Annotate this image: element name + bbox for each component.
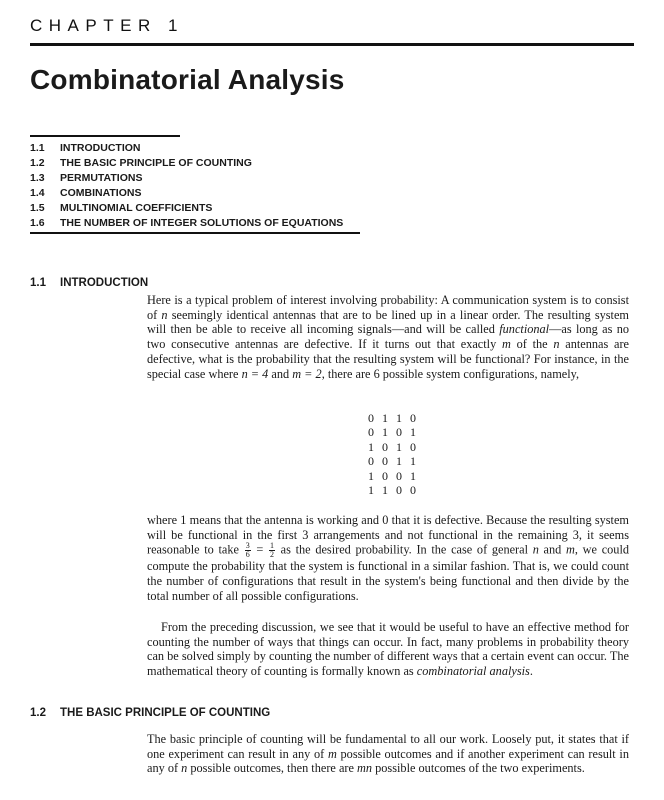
configuration-row: 0 1 1 0 [368, 411, 419, 425]
table-of-contents [30, 141, 343, 231]
configuration-list [368, 411, 419, 497]
toc-item-integer-solutions[interactable] [30, 216, 343, 231]
toc-item-number: 1.1 [30, 142, 45, 154]
fraction-three-sixths: $\frac{3}{6}$ [245, 541, 250, 560]
toc-item-introduction[interactable] [30, 141, 343, 156]
functional-term: functional [499, 322, 550, 337]
chapter-label: CHAPTER 1 [30, 16, 184, 35]
toc-item-title: THE NUMBER OF INTEGER SOLUTIONS OF EQUATIONS [60, 217, 344, 229]
fraction-one-half: $\frac{1}{2}$ [270, 541, 274, 560]
toc-item-title: MULTINOMIAL COEFFICIENTS [60, 202, 213, 214]
toc-item-permutations[interactable] [30, 171, 343, 186]
configuration-row: 0 0 1 1 [368, 454, 419, 469]
section-heading-introduction [30, 277, 148, 289]
section-number: 1.1 [30, 277, 46, 289]
toc-item-title: PERMUTATIONS [60, 172, 143, 184]
toc-item-title: THE BASIC PRINCIPLE OF COUNTING [60, 157, 252, 169]
counting-paragraph-1: The basic principle of counting will be fundamental to all our work. Loosely put, it states that if one experiment can result in any of m possible outcomes and if another experiment can result in any of n possible outcomes, then there are mn possible outcomes of the two experiments. [147, 732, 629, 776]
intro-paragraph-2: where 1 means that the antenna is working and 0 that it is defective. Because the resulting system will be functional in the first 3 arrangements and not functional in the remaining 3, it seems reasonable to take $\frac{3}{6}$ = $\frac{1}{2}$ as the desired probability. In the case of general n and m, we could compute the probability that the system is functional in a similar fashion. That is, we could count the number of configurations that result in the system's being functional and then divide by the total number of all possible configurations. [147, 513, 630, 603]
toc-item-combinations[interactable] [30, 186, 343, 201]
section-heading-basic-principle [30, 707, 270, 719]
configuration-row: 1 0 1 0 [368, 439, 419, 454]
configuration-row: 1 0 0 1 [368, 468, 419, 483]
configuration-row: 1 1 0 0 [368, 482, 419, 497]
configuration-row: 0 1 0 1 [368, 425, 419, 440]
combinatorial-analysis-term: combinatorial analysis [416, 664, 530, 679]
intro-paragraph-3: From the preceding discussion, we see that it would be useful to have an effective method for counting the number of ways that things can occur. In fact, many problems in probability theory can be solved simply by counting the number of different ways that a certain event can occur. The mathematical theory of counting is formally known as combinatorial analysis. [147, 620, 629, 679]
toc-item-number: 1.4 [30, 187, 45, 199]
toc-bottom-rule [30, 232, 360, 234]
toc-item-title: INTRODUCTION [60, 142, 141, 154]
section-title: INTRODUCTION [60, 277, 149, 289]
toc-item-number: 1.6 [30, 217, 45, 229]
chapter-title: Combinatorial Analysis [30, 64, 345, 95]
chapter-rule [30, 43, 634, 46]
toc-top-rule [30, 135, 180, 137]
toc-item-basic-principle[interactable] [30, 156, 343, 171]
section-title: THE BASIC PRINCIPLE OF COUNTING [60, 707, 271, 719]
intro-paragraph-1: Here is a typical problem of interest involving probability: A communication system is to consist of n seemingly identical antennas that are to be lined up in a linear order. The resulting system will then be able to receive all incoming signals—and will be called functional—as long as no two consecutive antennas are defective. If it turns out that exactly m of the n antennas are defective, what is the probability that the resulting system will be functional? For instance, in the special case where n = 4 and m = 2, there are 6 possible system configurations, namely, [147, 293, 629, 381]
section-number: 1.2 [30, 707, 46, 719]
toc-item-title: COMBINATIONS [60, 187, 142, 199]
toc-item-number: 1.2 [30, 157, 45, 169]
toc-item-number: 1.5 [30, 202, 45, 214]
toc-item-multinomial[interactable] [30, 201, 343, 216]
toc-item-number: 1.3 [30, 172, 45, 184]
